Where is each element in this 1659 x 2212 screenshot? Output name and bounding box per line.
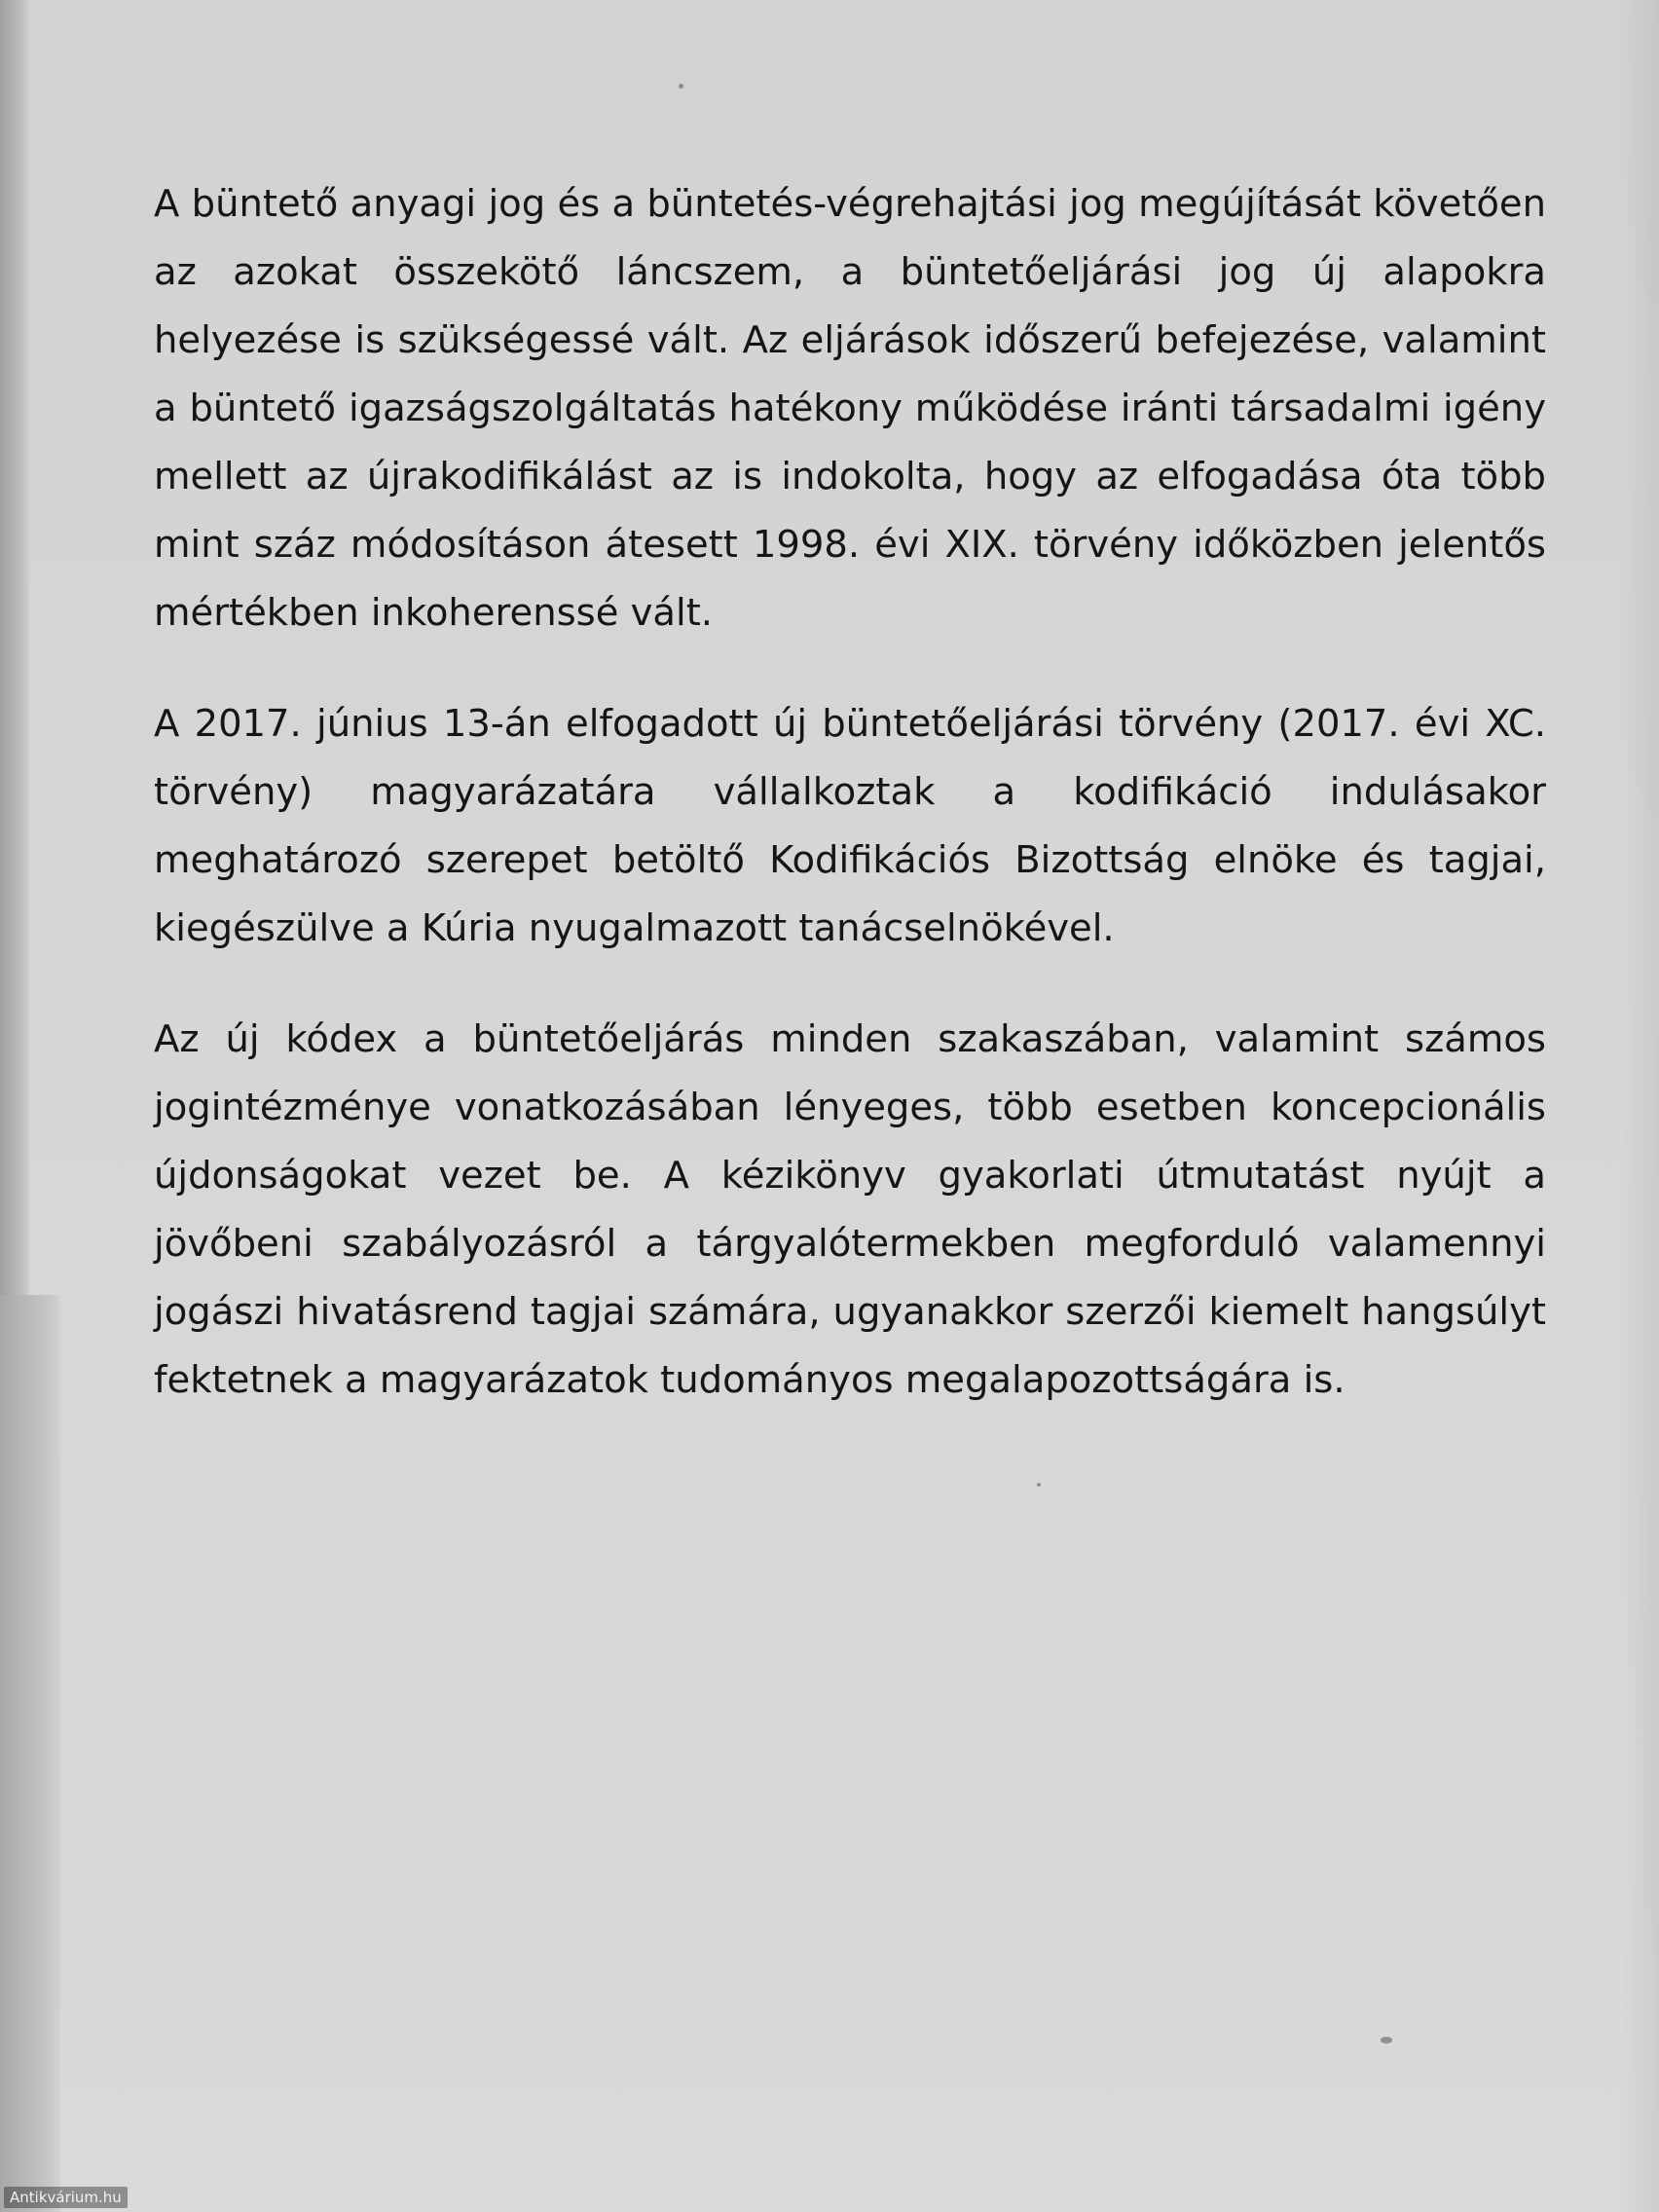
blurb-paragraph-3: Az új kódex a büntetőeljárás minden szakaszában, valamint számos jogintézménye vonatkozásában lényeges, több esetben koncepcionális újdonságokat vezet be. A kézikönyv gyakorlati útmutatást nyújt a jövőbeni szabályozásról a tárgyalótermekben megforduló valamennyi jogászi hivatásrend tagjai számára, ugyanakkor szerzői kiemelt hangsúlyt fektetnek a magyarázatok tudományos megalapozottságára is. bbox=[154, 1017, 1546, 1402]
blurb-paragraph-1: A büntető anyagi jog és a büntetés-végrehajtási jog megújítását követően az azokat összekötő láncszem, a büntetőeljárási jog új alapokra helyezése is szükségessé vált. Az eljárások időszerű befejezése, valamint a büntető igazságszolgáltatás hatékony működése iránti társadalmi igény mellett az újrakodifikálást az is indokolta, hogy az elfogadása óta több mint száz módosításon átesett 1998. évi XIX. törvény időközben jelentős mértékben inkoherenssé vált. bbox=[154, 182, 1546, 635]
blurb-text-block bbox=[154, 170, 1546, 1457]
dust-speck bbox=[1037, 1483, 1041, 1487]
dust-speck bbox=[679, 84, 683, 89]
cover-right-shadow bbox=[1620, 0, 1659, 2212]
watermark-label: Antikvárium.hu bbox=[4, 2187, 128, 2208]
blurb-paragraph-2: A 2017. június 13-án elfogadott új büntetőeljárási törvény (2017. évi XC. törvény) magyarázatára vállalkoztak a kodifikáció indulásakor meghatározó szerepet betöltő Kodifikációs Bizottság elnöke és tagjai, kiegészülve a Kúria nyugalmazott tanácselnökével. bbox=[154, 702, 1546, 950]
cover-left-edge-lower bbox=[0, 1295, 60, 2212]
dust-speck bbox=[1381, 2037, 1392, 2044]
